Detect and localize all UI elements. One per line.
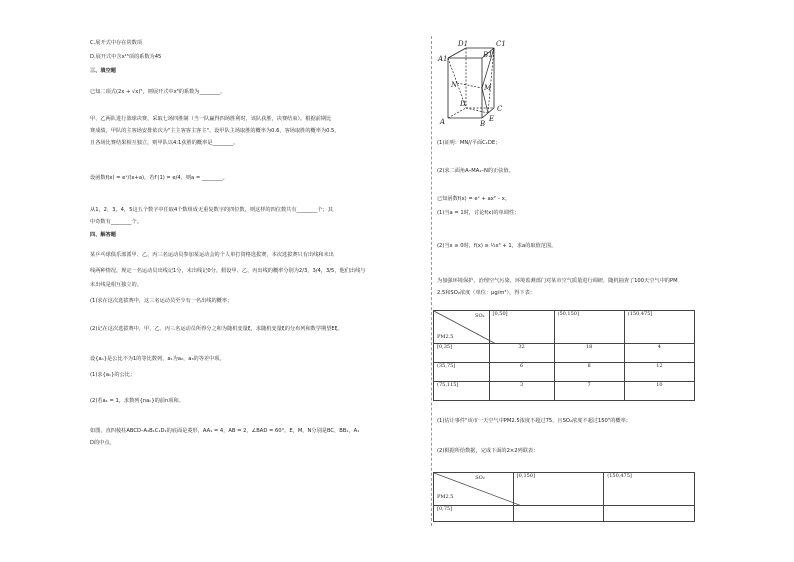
label-e: E [489, 115, 495, 123]
table-cell: 18 [554, 344, 624, 363]
table-header: (50,150] [554, 311, 624, 344]
table-header: [0,50] [489, 311, 554, 344]
table-row [434, 344, 695, 363]
label-a1: A1 [438, 55, 448, 63]
question-prism-line2: D的中点。 [90, 440, 115, 446]
air-quality-table [433, 310, 695, 401]
question-basketball-line3: 且各场比赛结果相互独立，则甲队以4:1获胜的概率是________。 [90, 140, 239, 146]
question-exp-part2: (2)当x ≥ 0时，f(x) ≥ ½x³ + 1，求a的取值范围。 [437, 243, 557, 249]
question-prism-line1: 如图，直四棱柱ABCD–A₁B₁C₁D₁的底面是菱形，AA₁ = 4，AB = 2，∠BAD = 60°，E，M，N分别是BC，BB₁，A₁ [90, 428, 360, 434]
table-cell: 10 [624, 382, 694, 401]
table-cell: 12 [624, 363, 694, 382]
question-pingpong-part2: (2)记在这次选拔赛中，甲、乙、丙三名运动员所得分之和为随机变量ξ，求随机变量ξ的分布列和数学期望Eξ。 [90, 326, 343, 332]
table-cell: 4 [624, 344, 694, 363]
contingency-table [433, 472, 695, 522]
question-prism-part1: (1)证明：MN//平面C₁DE； [437, 140, 501, 146]
table-cell: 6 [489, 363, 554, 382]
label-d1: D1 [458, 40, 469, 48]
question-pingpong-part1: (1)求在这次选拔赛中，这三名运动员至少有一名出线的概率； [90, 298, 233, 304]
label-b1: B1 [483, 51, 493, 59]
question-pingpong-line3: 未出线是相互独立的。 [90, 282, 142, 288]
corner-top-label: SO₂ [475, 313, 485, 319]
question-basketball-line2: 赛成绩，甲队的主客场安排依次为"主主客客主客主"。设甲队主场取胜的概率为0.6，客场取胜的概率为0.5， [90, 128, 340, 134]
section-fill-blank-heading: 三、填空题 [90, 68, 116, 74]
label-c1: C1 [496, 40, 506, 48]
table-cell: 3 [489, 382, 554, 401]
corner-bottom-label: PM2.5 [437, 333, 454, 340]
column-divider [431, 36, 432, 526]
table-header: [0,150] [513, 473, 604, 506]
table-corner-cell [434, 311, 490, 344]
question-function-derivative: 设函数f(x) = eˣ/(x+a)，若f′(1) = e/4，则a = ________。 [90, 175, 228, 181]
label-a: A [440, 118, 446, 126]
question-binomial: 已知二项式(2x + √x)⁵，则展开式中x³的系数为________。 [90, 89, 226, 95]
table-corner-cell [434, 473, 514, 506]
question-air-part1: (1)估计事件"该市一天空气中PM2.5浓度不超过75，且SO₂浓度不超过150"的概率； [437, 418, 631, 424]
row-label: (75,115] [434, 382, 490, 401]
table-cell [604, 506, 695, 522]
table-header: (150,475] [624, 311, 694, 344]
label-m: M [484, 84, 492, 92]
question-digits-line1: 从1，2，3，4，5这五个数字中任取4个数组成无重复数字的四位数，则这样的四位数共有________个；其 [90, 207, 333, 213]
label-b: B [480, 120, 486, 128]
table-row [434, 382, 695, 401]
prism-figure [436, 38, 516, 128]
question-sequence-line1: 设{aₙ}是公比不为1的等比数列，a₁为a₂，a₃的等差中项。 [90, 356, 225, 362]
section-solution-heading: 四、解答题 [90, 232, 116, 238]
table-header: (150,475] [604, 473, 695, 506]
option-d: D.展开式中含x¹⁵项的系数为45 [90, 54, 162, 60]
row-label: [0,75] [434, 506, 514, 522]
question-exp-function: 已知函数f(x) = eˣ + ax² – x。 [437, 196, 510, 202]
corner-top-label: SO₂ [475, 475, 485, 481]
label-n: N [451, 81, 458, 89]
table-row [434, 506, 695, 522]
question-prism-part2: (2)求二面角A–MA₁–N的正弦值。 [437, 168, 514, 174]
option-c: C.展开式中存在常数项 [90, 40, 142, 46]
question-air-line2: 2.5和SO₂浓度（单位：μg/m³），得下表： [437, 290, 536, 296]
question-basketball-line1: 甲、乙两队进行篮球决赛，采取七场四胜制（当一队赢得四场胜利时，该队获胜，决赛结束）。根据前期比 [90, 116, 332, 122]
question-pingpong-line2: 线两种情况。规定一名运动员出线记1分，未出线记0分。假设甲、乙、丙出线的概率分别为2/3，3/4，3/5，他们出线与 [90, 268, 366, 274]
question-air-part2: (2)根据所给数据，完成下面的2×2列联表： [437, 448, 539, 454]
label-d: D [460, 100, 466, 108]
question-digits-line2: 中奇数有________个。 [90, 219, 142, 225]
question-sequence-part1: (1)求{aₙ}的公比； [90, 372, 136, 378]
table-cell: 32 [489, 344, 554, 363]
question-sequence-part2: (2)若a₁ = 1，求数列{naₙ}的前n项和。 [90, 398, 184, 404]
table-cell [513, 506, 604, 522]
table-cell: 7 [554, 382, 624, 401]
question-exp-part1: (1)当a = 1时，讨论f(x)的单调性； [437, 210, 520, 216]
question-air-line1: 为加强环境保护，治理空气污染，环境监测部门对某市空气质量进行调研，随机抽查了100天空气中的PM [437, 278, 678, 284]
corner-bottom-label: PM2.5 [437, 493, 454, 500]
question-pingpong-line1: 某乒乓球俱乐部派甲、乙、丙三名运动员参加某运动会的个人单打资格选拔赛，本次选拔赛只有出线和未出 [90, 252, 334, 258]
row-label: (35,75] [434, 363, 490, 382]
row-label: [0,35] [434, 344, 490, 363]
label-c: C [497, 105, 503, 113]
table-cell: 8 [554, 363, 624, 382]
table-row [434, 363, 695, 382]
